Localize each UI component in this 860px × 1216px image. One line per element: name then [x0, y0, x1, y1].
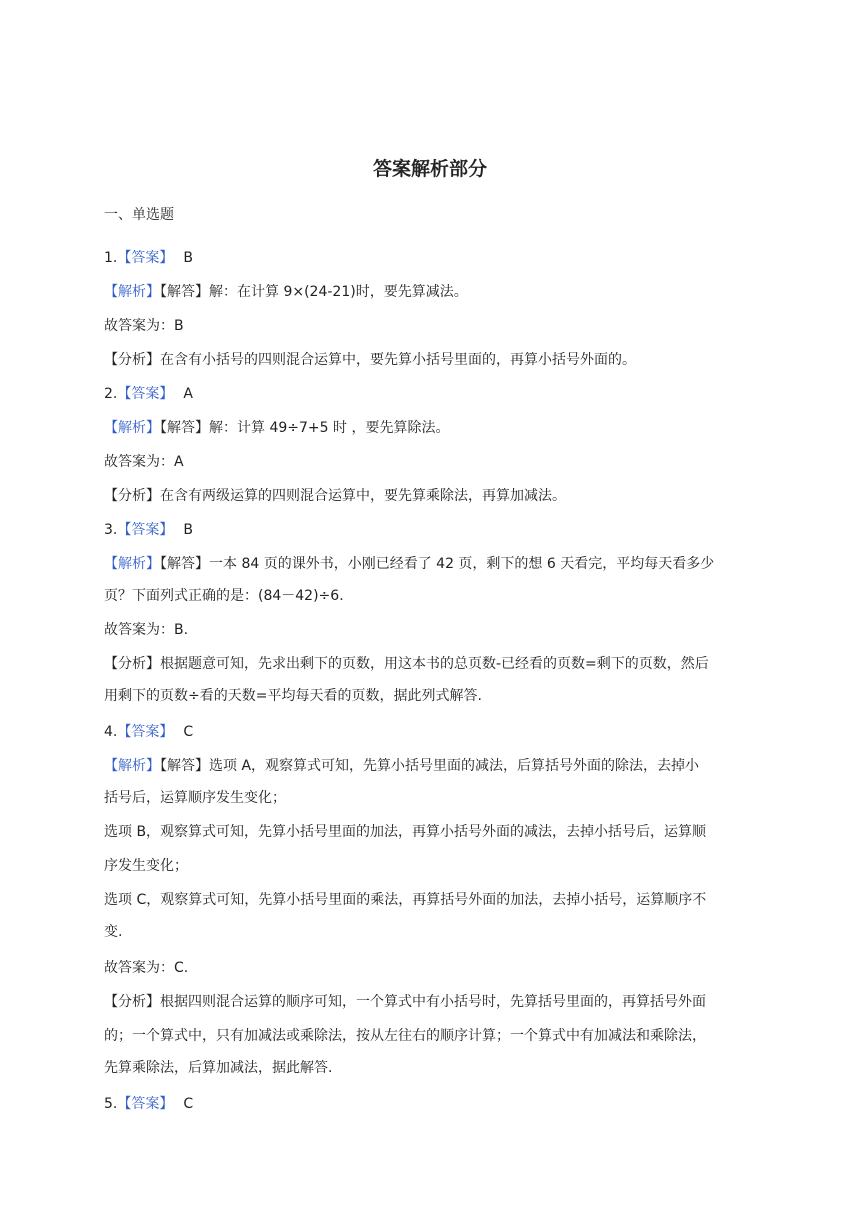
q1-conclusion: 故答案为：B [104, 318, 184, 334]
q2-answer: A [183, 386, 193, 402]
q3-remark-1: 根据题意可知，先求出剩下的页数，用这本书的总页数-已经看的页数=剩下的页数，然后 [160, 656, 709, 672]
analysis-tag: 【解析】 [104, 556, 160, 572]
q1-detail: 解：在计算 9×(24-21)时，要先算减法。 [209, 284, 468, 300]
q4-number: 4. [104, 724, 118, 740]
q1-answer: B [183, 250, 193, 266]
q4-remark-line-1 [104, 992, 760, 1012]
page-title: 答案解析部分 [372, 158, 487, 180]
q1-answer-line [104, 248, 760, 268]
q4-option-b-line-1: 选项 B，观察算式可知，先算小括号里面的加法，再算小括号外面的减法，去掉小括号后，运算顺 [104, 824, 707, 840]
q4-detail-line-2: 括号后，运算顺序发生变化； [104, 790, 286, 806]
answer-tag: 【答案】 [117, 1096, 174, 1112]
remark-tag: 【分析】 [104, 994, 160, 1010]
remark-tag: 【分析】 [104, 488, 160, 504]
q3-answer-line [104, 520, 760, 540]
detail-tag: 【解答】 [160, 758, 209, 774]
remark-tag: 【分析】 [104, 656, 160, 672]
q2-detail-line [104, 418, 760, 438]
q3-conclusion: 故答案为：B. [104, 622, 189, 638]
q1-remark: 在含有小括号的四则混合运算中，要先算小括号里面的，再算小括号外面的。 [160, 352, 636, 368]
q4-option-c-line-2: 变. [104, 924, 123, 940]
analysis-tag: 【解析】 [104, 284, 160, 300]
answer-tag: 【答案】 [117, 522, 174, 538]
q2-detail: 解：计算 49÷7+5 时 ，要先算除法。 [209, 420, 450, 436]
q3-remark-line-1 [104, 654, 760, 674]
detail-tag: 【解答】 [160, 284, 209, 300]
q5-number: 5. [104, 1096, 118, 1112]
q3-number: 3. [104, 522, 118, 538]
q4-conclusion: 故答案为：C. [104, 960, 189, 976]
q2-number: 2. [104, 386, 118, 402]
q3-detail-1: 一本 84 页的课外书，小刚已经看了 42 页，剩下的想 6 天看完，平均每天看多少 [209, 556, 715, 572]
q3-answer: B [183, 522, 193, 538]
q4-detail-1: 选项 A，观察算式可知，先算小括号里面的减法，后算括号外面的除法，去掉小 [209, 758, 700, 774]
answer-tag: 【答案】 [117, 724, 174, 740]
q4-remark-1: 根据四则混合运算的顺序可知，一个算式中有小括号时，先算括号里面的，再算括号外面 [160, 994, 706, 1010]
q1-number: 1. [104, 250, 118, 266]
q2-answer-line [104, 384, 760, 404]
q4-option-b-line-2: 序发生变化； [104, 858, 188, 874]
remark-tag: 【分析】 [104, 352, 160, 368]
answer-tag: 【答案】 [117, 250, 174, 266]
q2-remark: 在含有两级运算的四则混合运算中，要先算乘除法，再算加减法。 [160, 488, 566, 504]
q3-detail-line-2: 页？下面列式正确的是：(84－42)÷6. [104, 588, 344, 604]
q4-remark-line-3: 先算乘除法，后算加减法，据此解答. [104, 1060, 333, 1076]
q1-detail-line [104, 282, 760, 302]
q2-conclusion: 故答案为：A [104, 454, 184, 470]
q5-answer-line [104, 1094, 760, 1114]
q4-answer: C [183, 724, 194, 740]
q4-option-c-line-1: 选项 C，观察算式可知，先算小括号里面的乘法，再算括号外面的加法，去掉小括号，运算顺序不 [104, 892, 707, 908]
detail-tag: 【解答】 [160, 420, 209, 436]
analysis-tag: 【解析】 [104, 758, 160, 774]
analysis-tag: 【解析】 [104, 420, 160, 436]
q4-remark-line-2: 的；一个算式中，只有加减法或乘除法，按从左往右的顺序计算；一个算式中有加减法和乘除法， [104, 1028, 706, 1044]
answer-tag: 【答案】 [117, 386, 174, 402]
detail-tag: 【解答】 [160, 556, 209, 572]
q2-remark-line [104, 486, 760, 506]
q3-detail-line-1 [104, 554, 760, 574]
q4-answer-line [104, 722, 760, 742]
q3-remark-line-2: 用剩下的页数÷看的天数=平均每天看的页数，据此列式解答. [104, 688, 482, 704]
section-heading: 一、单选题 [104, 207, 174, 223]
q1-remark-line [104, 350, 760, 370]
q5-answer: C [183, 1096, 194, 1112]
q4-detail-line-1 [104, 756, 760, 776]
